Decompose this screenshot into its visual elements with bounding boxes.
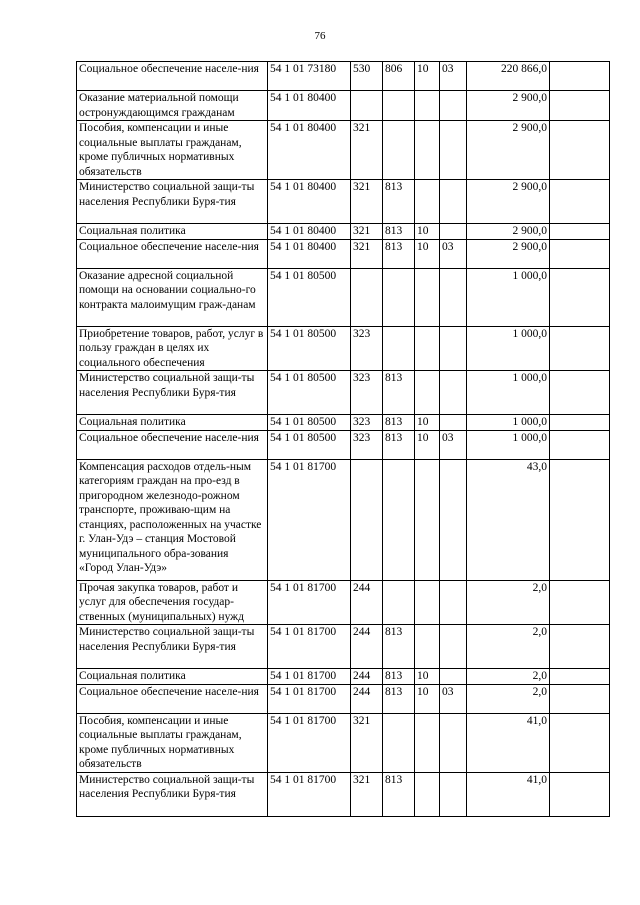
cell-amount: 220 866,0	[467, 62, 550, 91]
cell-target-article: 54 1 01 73180	[268, 62, 351, 91]
cell-section: 10	[415, 415, 440, 431]
table-row	[77, 371, 610, 415]
cell-name: Прочая закупка товаров, работ и услуг для обеспечения государ-ственных (муниципальных) нужд	[77, 580, 268, 625]
cell-ministry-code	[383, 580, 415, 625]
cell-target-article: 54 1 01 81700	[268, 669, 351, 685]
cell-subsection: 03	[440, 62, 467, 91]
cell-expense-type	[351, 459, 383, 580]
cell-target-article: 54 1 01 80400	[268, 121, 351, 180]
cell-amount: 2,0	[467, 684, 550, 713]
cell-empty	[550, 625, 610, 669]
cell-subsection	[440, 371, 467, 415]
cell-section	[415, 371, 440, 415]
cell-ministry-code: 813	[383, 684, 415, 713]
cell-target-article: 54 1 01 80400	[268, 239, 351, 268]
cell-target-article: 54 1 01 80500	[268, 430, 351, 459]
cell-name: Оказание материальной помощи остронуждающимся гражданам	[77, 91, 268, 121]
cell-amount: 43,0	[467, 459, 550, 580]
cell-amount: 41,0	[467, 772, 550, 816]
cell-amount: 41,0	[467, 713, 550, 772]
cell-expense-type: 244	[351, 580, 383, 625]
cell-subsection	[440, 415, 467, 431]
cell-name: Социальное обеспечение населе-ния	[77, 684, 268, 713]
cell-name: Социальное обеспечение населе-ния	[77, 430, 268, 459]
cell-subsection	[440, 121, 467, 180]
cell-section	[415, 713, 440, 772]
cell-ministry-code	[383, 121, 415, 180]
table-row	[77, 180, 610, 224]
cell-name: Социальная политика	[77, 415, 268, 431]
cell-target-article: 54 1 01 80500	[268, 415, 351, 431]
cell-empty	[550, 371, 610, 415]
cell-name: Министерство социальной защи-ты населения Республики Буря-тия	[77, 625, 268, 669]
table-row	[77, 625, 610, 669]
cell-expense-type: 321	[351, 772, 383, 816]
cell-subsection: 03	[440, 239, 467, 268]
cell-subsection	[440, 713, 467, 772]
cell-empty	[550, 62, 610, 91]
cell-section	[415, 459, 440, 580]
cell-section	[415, 180, 440, 224]
cell-expense-type	[351, 91, 383, 121]
table-row	[77, 580, 610, 625]
cell-empty	[550, 669, 610, 685]
cell-name: Пособия, компенсации и иные социальные выплаты гражданам, кроме публичных нормативных обязательств	[77, 713, 268, 772]
cell-subsection	[440, 180, 467, 224]
cell-amount: 1 000,0	[467, 415, 550, 431]
table-row	[77, 268, 610, 326]
cell-expense-type: 321	[351, 224, 383, 240]
cell-expense-type: 321	[351, 713, 383, 772]
cell-amount: 2 900,0	[467, 224, 550, 240]
cell-expense-type: 323	[351, 415, 383, 431]
cell-section	[415, 580, 440, 625]
cell-expense-type: 244	[351, 625, 383, 669]
cell-target-article: 54 1 01 80400	[268, 180, 351, 224]
cell-ministry-code	[383, 713, 415, 772]
cell-expense-type: 321	[351, 239, 383, 268]
cell-empty	[550, 459, 610, 580]
cell-subsection: 03	[440, 684, 467, 713]
cell-empty	[550, 713, 610, 772]
table-row	[77, 415, 610, 431]
table-row	[77, 91, 610, 121]
cell-ministry-code: 813	[383, 180, 415, 224]
cell-expense-type	[351, 268, 383, 326]
cell-ministry-code	[383, 268, 415, 326]
table-row	[77, 669, 610, 685]
cell-ministry-code: 806	[383, 62, 415, 91]
cell-ministry-code: 813	[383, 371, 415, 415]
cell-expense-type: 323	[351, 326, 383, 371]
cell-section: 10	[415, 430, 440, 459]
cell-name: Социальная политика	[77, 224, 268, 240]
cell-name: Приобретение товаров, работ, услуг в пользу граждан в целях их социального обеспечения	[77, 326, 268, 371]
cell-amount: 1 000,0	[467, 326, 550, 371]
table-row	[77, 239, 610, 268]
cell-target-article: 54 1 01 81700	[268, 625, 351, 669]
table-row	[77, 224, 610, 240]
cell-section	[415, 326, 440, 371]
cell-empty	[550, 326, 610, 371]
cell-ministry-code	[383, 91, 415, 121]
cell-expense-type: 321	[351, 180, 383, 224]
cell-target-article: 54 1 01 81700	[268, 580, 351, 625]
cell-section	[415, 772, 440, 816]
cell-name: Социальное обеспечение населе-ния	[77, 239, 268, 268]
cell-ministry-code: 813	[383, 430, 415, 459]
cell-section: 10	[415, 669, 440, 685]
cell-ministry-code: 813	[383, 772, 415, 816]
cell-section: 10	[415, 684, 440, 713]
cell-empty	[550, 415, 610, 431]
table-row	[77, 713, 610, 772]
cell-subsection	[440, 268, 467, 326]
cell-amount: 2 900,0	[467, 121, 550, 180]
cell-section	[415, 268, 440, 326]
cell-empty	[550, 772, 610, 816]
cell-ministry-code: 813	[383, 239, 415, 268]
cell-target-article: 54 1 01 80500	[268, 326, 351, 371]
cell-amount: 1 000,0	[467, 430, 550, 459]
cell-expense-type: 321	[351, 121, 383, 180]
table-body	[77, 62, 610, 817]
cell-expense-type: 323	[351, 430, 383, 459]
table-row	[77, 62, 610, 91]
cell-name: Оказание адресной социальной помощи на основании социально-го контракта малоимущим граж-данам	[77, 268, 268, 326]
cell-expense-type: 244	[351, 669, 383, 685]
cell-expense-type: 323	[351, 371, 383, 415]
cell-target-article: 54 1 01 80400	[268, 91, 351, 121]
cell-ministry-code: 813	[383, 669, 415, 685]
cell-ministry-code: 813	[383, 224, 415, 240]
cell-subsection	[440, 326, 467, 371]
cell-subsection	[440, 625, 467, 669]
cell-amount: 1 000,0	[467, 268, 550, 326]
cell-section: 10	[415, 239, 440, 268]
cell-subsection	[440, 772, 467, 816]
table-row	[77, 772, 610, 816]
cell-name: Министерство социальной защи-ты населения Республики Буря-тия	[77, 180, 268, 224]
cell-target-article: 54 1 01 80400	[268, 224, 351, 240]
cell-target-article: 54 1 01 81700	[268, 772, 351, 816]
cell-empty	[550, 91, 610, 121]
cell-subsection	[440, 580, 467, 625]
cell-subsection	[440, 669, 467, 685]
cell-name: Социальная политика	[77, 669, 268, 685]
cell-empty	[550, 684, 610, 713]
cell-amount: 2 900,0	[467, 239, 550, 268]
cell-amount: 2 900,0	[467, 91, 550, 121]
cell-ministry-code: 813	[383, 415, 415, 431]
cell-name: Министерство социальной защи-ты населения Республики Буря-тия	[77, 371, 268, 415]
cell-ministry-code	[383, 326, 415, 371]
cell-amount: 2 900,0	[467, 180, 550, 224]
table-row	[77, 459, 610, 580]
cell-empty	[550, 268, 610, 326]
cell-empty	[550, 239, 610, 268]
cell-section: 10	[415, 224, 440, 240]
cell-empty	[550, 224, 610, 240]
cell-section: 10	[415, 62, 440, 91]
cell-subsection: 03	[440, 430, 467, 459]
cell-ministry-code	[383, 459, 415, 580]
cell-target-article: 54 1 01 81700	[268, 713, 351, 772]
table-row	[77, 326, 610, 371]
cell-empty	[550, 580, 610, 625]
page-number: 76	[314, 30, 326, 42]
cell-subsection	[440, 224, 467, 240]
table-row	[77, 430, 610, 459]
cell-section	[415, 625, 440, 669]
cell-amount: 2,0	[467, 580, 550, 625]
table-row	[77, 684, 610, 713]
cell-expense-type: 244	[351, 684, 383, 713]
cell-section	[415, 121, 440, 180]
cell-empty	[550, 430, 610, 459]
cell-amount: 2,0	[467, 669, 550, 685]
cell-target-article: 54 1 01 81700	[268, 684, 351, 713]
cell-expense-type: 530	[351, 62, 383, 91]
cell-empty	[550, 121, 610, 180]
cell-name: Министерство социальной защи-ты населения Республики Буря-тия	[77, 772, 268, 816]
cell-target-article: 54 1 01 80500	[268, 371, 351, 415]
cell-amount: 1 000,0	[467, 371, 550, 415]
cell-amount: 2,0	[467, 625, 550, 669]
cell-target-article: 54 1 01 81700	[268, 459, 351, 580]
budget-table	[76, 61, 610, 817]
cell-subsection	[440, 459, 467, 580]
table-row	[77, 121, 610, 180]
cell-name: Компенсация расходов отдель-ным категориям граждан на про-езд в пригородном железнодо-рожном транспорте, проживаю-щим на станциях, расположенных на участке г. Улан-Удэ – станция Мостовой муниципального обра-зования «Город Улан-Удэ»	[77, 459, 268, 580]
cell-section	[415, 91, 440, 121]
cell-ministry-code: 813	[383, 625, 415, 669]
cell-target-article: 54 1 01 80500	[268, 268, 351, 326]
cell-empty	[550, 180, 610, 224]
cell-name: Пособия, компенсации и иные социальные выплаты гражданам, кроме публичных нормативных обязательств	[77, 121, 268, 180]
cell-name: Социальное обеспечение населе-ния	[77, 62, 268, 91]
cell-subsection	[440, 91, 467, 121]
